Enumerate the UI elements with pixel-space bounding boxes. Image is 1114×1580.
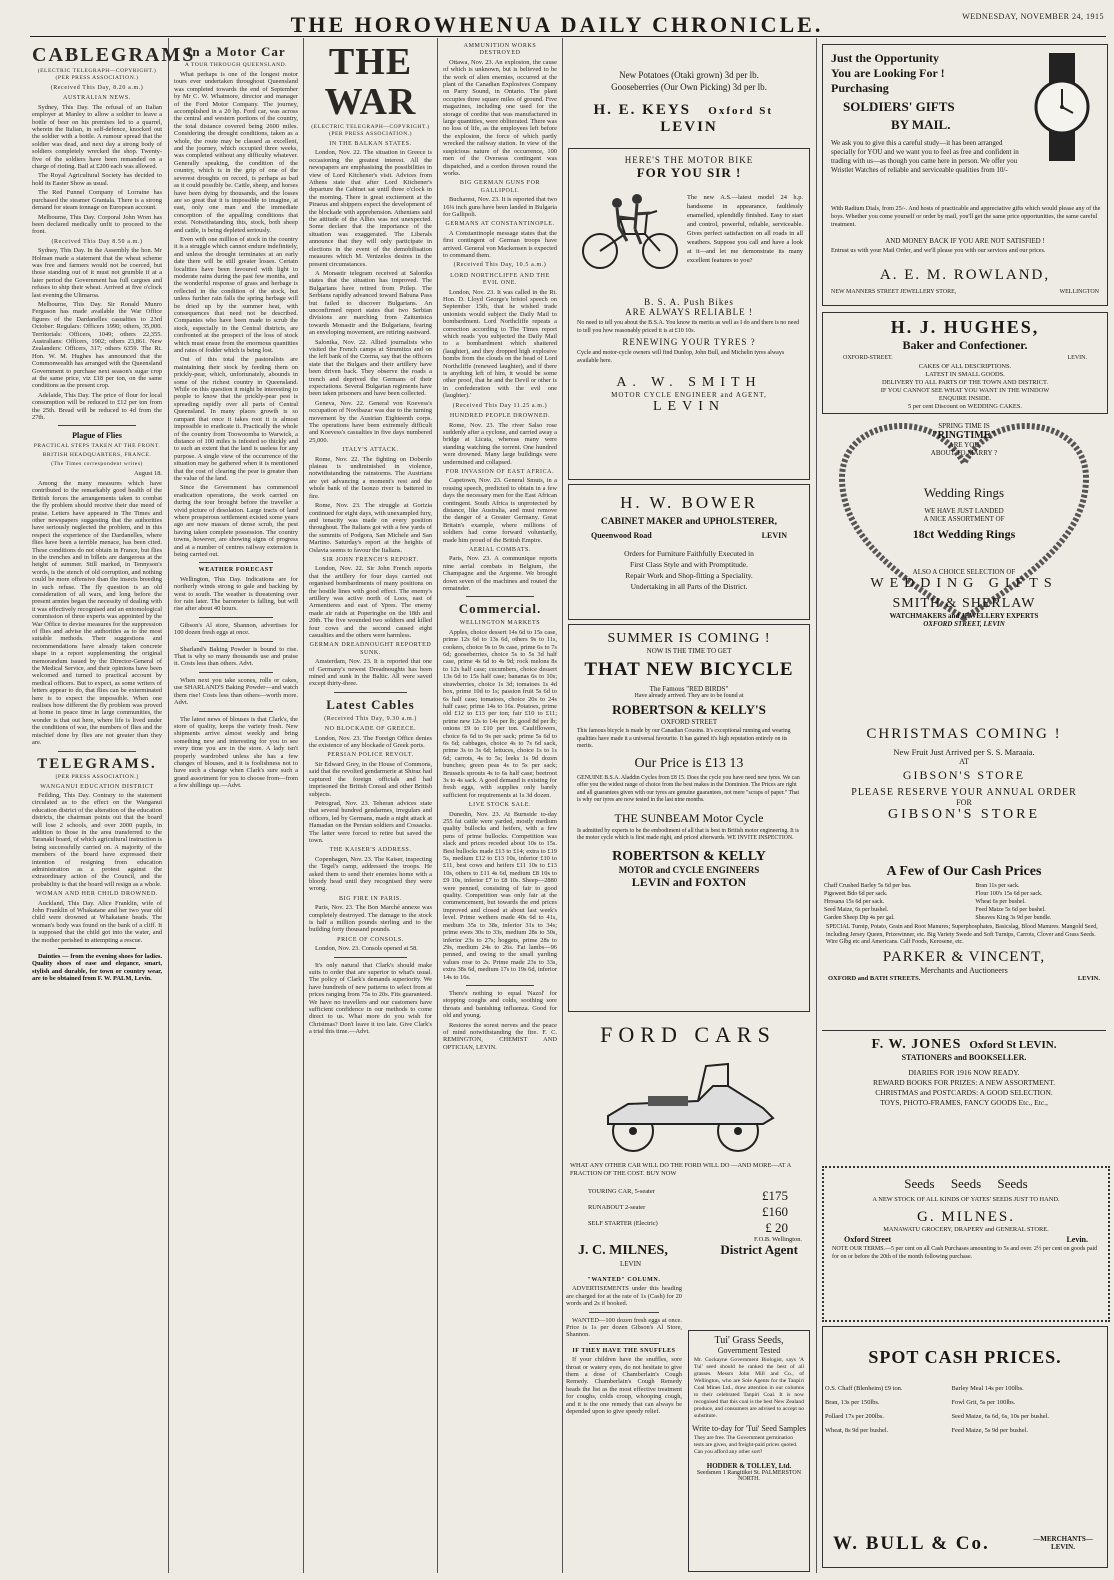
- ford-tagline: WHAT ANY OTHER CAR WILL DO THE FORD WILL DO —AND MORE—AT A FRACTION OF THE COST. BUY NOW: [570, 1162, 791, 1177]
- subheading: WOMAN AND HER CHILD DROWNED.: [36, 891, 158, 898]
- keys-name: H. E. KEYS: [593, 102, 692, 118]
- rowland-body: We ask you to give this a careful study—it has been arranged specially for YOU and we want you to feel as free and confident in trading with us—as though you came here in person. We offer you Wristlet Watches of reliable and serviceable qualities from 10/-: [831, 139, 1019, 174]
- paragraph: London, Nov. 23. Consols opened at 58.: [315, 945, 418, 953]
- jones-line: REWARD BOOKS FOR PRIZES: A NEW ASSORTMENT.: [872, 1078, 1055, 1087]
- paragraph: Wellington, This Day. Indications are for northerly winds strong to gale and backing by west to south. The weather is threatening over for rain later. The barometer is falling, but will rise after about 40 hours.: [174, 575, 298, 613]
- price-cell: Pigsweet Bdo 6d per sack.: [824, 891, 888, 897]
- ford-price: £ 20: [765, 1220, 788, 1235]
- rowland-heading: Purchasing: [831, 81, 889, 95]
- pv-town: LEVIN.: [1077, 974, 1100, 982]
- subheading: ITALY'S ATTACK.: [342, 447, 399, 454]
- jones-address: Oxford St LEVIN.: [969, 1039, 1057, 1051]
- subheading: SIR JOHN FRENCH'S REPORT.: [322, 556, 419, 563]
- column-the-war: [309, 40, 432, 1572]
- ford-model: TOURING CAR, 5-seater: [588, 1188, 655, 1195]
- hughes-line: CAKES OF ALL DESCRIPTIONS.: [918, 363, 1012, 370]
- new-bicycle-heading: THAT NEW BICYCLE: [584, 659, 794, 680]
- rk-street: OXFORD STREET: [660, 718, 718, 726]
- received-time: (Received This Day 8.50 a.m.): [51, 238, 143, 245]
- wanted-heading: "WANTED" COLUMN.: [587, 1277, 661, 1283]
- rowland-heading: SOLDIERS' GIFTS: [843, 99, 955, 114]
- rings-heading: Wedding Rings: [923, 485, 1005, 500]
- paragraph: Feilding, This Day. Contrary to the statement circulated as to the effect on the Wanganui education district of the alteration of the education districts, the chairman points out that the board will lose 2 schools, and over 2000 pupils, in addition to those in the area transferred to the Taranaki board, of which agricultural instruction is being successfully carried on. A majority of the members of the board have expressed their intention of resigning from education administration as a protest against the extraordinary action of the Council, and the probability is that the board will resign as a whole.: [32, 791, 162, 888]
- article-heading: In a Motor Car: [186, 44, 286, 59]
- article-heading: Plague of Flies: [72, 431, 122, 441]
- paragraph: Even with one million of stock in the country it is a struggle which cannot endure indefinitely, and unless the drought terminates at an early date there will be still greater losses. Certain localities have been favoured with light to moderate rains during the past few months, and the wonderful response of grass and herbage is reflected in the condition of the stock, but unless further rain falls the spring herbage will be dried up by the summer heat, with consequences that need not be described. Companies who have been made to scrub the stock, especially in the Central districts, are confronted at the prospect of the loss of stock which must ensue from the enormous quantities and rates of fodder which is being lost.: [174, 235, 298, 355]
- gibson-store: GIBSON'S STORE: [902, 768, 1026, 782]
- rowland-heading: You are Looking For !: [831, 66, 945, 80]
- subheading: BIG GERMAN GUNS FOR GALLIPOLI.: [459, 180, 541, 194]
- rings-line: WE HAVE JUST LANDED: [924, 507, 1004, 515]
- rowland-advert: [822, 44, 1108, 306]
- motor-bike-advert: [568, 148, 810, 480]
- gibson-xmas: CHRISTMAS COMING !: [866, 726, 1062, 742]
- masthead: [0, 0, 1114, 37]
- rowland-address: NEW MANNERS STREET JEWELLERY STORE,: [831, 289, 957, 295]
- rk-body: This famous bicycle is made by our Canadian Cousins. It's exceptional running and wearing qualities have made it a universal favourite. It has gained it's high reputation entirely on its merits.: [577, 728, 791, 749]
- milnes-grocery-advert: [822, 1166, 1110, 1322]
- divider: [58, 751, 136, 752]
- paragraph: Sir Edward Grey, in the House of Commons, said that the revolted gendarmerie at Shiraz had captured the foreign officials and had imprisoned the British Consul and other British subjects.: [309, 760, 432, 798]
- column-rule: [303, 38, 304, 1573]
- smith-sherlaw-address: OXFORD STREET, LEVIN: [923, 620, 1005, 628]
- paragraph: Out of this total the pastoralists are maintaining their stock by feeding them on prickly-pear, which, unfortunately, abounds in some of the richest country in Queensland. While on this question it might be interesting to people to know that the prickly-pear pest is spreading rapidly over all parts of Central Queensland. In many places growth is so rampant that once it takes root it is almost impossible to eradicate it. Practically the whole of the country from Toowoomba to Warwick, a distance of 100 miles is infested so thickly and to such an extent that the land is useless for any purpose. A single view of the occurrence of the situation may be gathered when it is mentioned that the cost of clearing the pear is greater than the value of the land.: [174, 356, 298, 482]
- advertisement: Sharland's Baking Powder is bound to rise. That is why so many thousands use and praise it. Costs less than others. Advt.: [174, 645, 298, 668]
- rowland-radium: With Radium Dials, from 25/-. And hosts of practicable and appreciative gifts which would please any of the boys. Whether you come yourself or order by mail, you'll get the same price opportunities, the same careful treatment.: [831, 205, 1101, 228]
- rings-line: SPRING TIME IS: [938, 422, 990, 430]
- spot-price-table: [823, 1382, 1107, 1438]
- hughes-line: ENQUIRE INSIDE.: [938, 395, 992, 402]
- tui-heading: Tui' Grass Seeds,: [714, 1335, 784, 1346]
- subheading: PERSIAN POLICE REVOLT.: [327, 752, 414, 759]
- gibson-for: FOR: [956, 798, 972, 807]
- paragraph: Melbourne, This Day. Corporal John Wren has been declared medically unfit to proceed to the front.: [32, 213, 162, 236]
- divider: [199, 711, 273, 712]
- column-cablegrams: [32, 40, 196, 1572]
- subheading: A TOUR THROUGH QUEENSLAND.: [184, 62, 288, 68]
- ad-heading: FOR YOU SIR !: [636, 165, 742, 180]
- ford-fob: F.O.B. Wellington.: [753, 1236, 802, 1243]
- pv-trade: Merchants and Auctioneers: [920, 965, 1008, 975]
- pv-heading: A Few of Our Cash Prices: [886, 864, 1042, 879]
- ford-heading: FORD CARS: [600, 1022, 776, 1047]
- newspaper-title: THE HOROWHENUA DAILY CHRONICLE.: [290, 12, 824, 37]
- rings-line: A NICE ASSORTMENT OF: [923, 515, 1005, 523]
- pv-price-row: [822, 882, 1106, 890]
- paragraph: A Monastir telegram received at Salonika states that the situation has improved. The Bulgarians have retired from Prilep. The Serbians rapidly advanced toward Babuna Pass but failed to discover Bulgarians. An unconfirmed report states that two Serbian divisions are marching from Zaituntsica towards Monastir and the Bulgarians, fearing an enveloping movement, are retiring eastward.: [309, 269, 432, 337]
- wanted-note: ADVERTISEMENTS under this heading are charged for at the rate of 1s (Cash) for 20 words and 2s if booked.: [566, 1285, 682, 1308]
- ford-model: SELF STARTER (Electric): [588, 1220, 658, 1227]
- divider: [589, 1343, 659, 1344]
- rings-18ct: 18ct Wedding Rings: [912, 527, 1016, 541]
- pv-name: PARKER & VINCENT,: [882, 948, 1046, 965]
- smith-name: A. W. SMITH: [616, 375, 762, 390]
- rings-ringtime: "RINGTIME": [932, 430, 996, 441]
- hughes-street: OXFORD-STREET.: [843, 355, 893, 361]
- subheading: LORD NORTHCLIFFE AND THE EVIL ONE.: [450, 272, 550, 287]
- ad-heading: HERE'S THE MOTOR BIKE: [624, 155, 754, 165]
- divider: [58, 425, 136, 426]
- spot-cash-heading: SPOT CASH PRICES.: [868, 1347, 1062, 1367]
- bsa-heading: B. S. A. Push Bikes: [644, 297, 734, 307]
- advertisement: Dainties — from the evening shoes for ladies. Quality shoes of ease and elegance, smart, stylish and durable, for town or country wear, are to be obtained from F. W. PALM, Levin.: [32, 953, 162, 983]
- pv-special: SPECIAL Turnip, Potato, Grain and Root Manures; Superphosphates, Basicslag, Blood Manures. Mangold Seed, including Jersey Queen, Prizewinner, etc. Big Variety Swede and Soft Turnips, Carrots, Clover and Grass Seeds. Wire Glbg etc and Americans. Calf Foods, Kerosene, etc.: [826, 924, 1098, 945]
- rowland-name: A. E. M. ROWLAND,: [879, 267, 1051, 283]
- latest-cables-heading: Latest Cables: [326, 696, 415, 712]
- tui-sub: Government Tested: [717, 1346, 781, 1355]
- subheading: AUSTRALIAN NEWS.: [63, 95, 131, 102]
- advertisement: It's only natural that Clark's should make suits to order that are superior to what's usual. The policy of Clark's demands superiority. We have hundreds of new patterns to select from at prices ranging from 75s to 20s. Fits guaranteed. We have no travellers and our customers have sufficient confidence in our methods to come direct to us. What more do you wish for Christmas? Don't leave it too late. Give Clark's a trial this time.—Advt.: [309, 961, 432, 1036]
- bower-line: Orders for Furniture Faithfully Executed in: [624, 549, 754, 558]
- wanted-column: [566, 1274, 682, 1572]
- price-cell: Fowl Grit, 5s per 100lbs.: [951, 1399, 1016, 1406]
- paragraph: What perhaps is one of the longest motor tours ever undertaken throughout Queensland was completed towards the end of September by Mr C. W. Whatmore, director and manager of the Ford Motor Company. The journey, accomplished in a 20 hp. Ford car, was across the central and western portions of the country, the total distance covered being 2600 miles. Considering the drought conditions, taken as a whole, the route may be classed as excellent, and the journey, which occupied three weeks, was completed without any difficulty whatever. Generally speaking, the condition of the country, which is in the grip of one of the severest droughts on record, is perhaps as bad as it could possibly be. Cattle, sheep, and horses have been dying by thousands, and the losses are so great that it is impossible to imagine, at east, only one man and the immediate conception of the appalling conditions that exist. Notwithstanding this, stock, both sheep and cattle, is being depleted seriously.: [174, 71, 298, 234]
- paragraph: Melbourne, This Day. Sir Ronald Munro Ferguson has made available the War Office figures of the Dardanelles casualties to 23rd October: Regulars: Officers 1990; others, 35,000. Territorials: Officers, 1049; others 22,355. Australians: Officers, 1902; others 23,861. New Zealanders: Officers, 317; others 6359. The Rt. Hon. W. M. Hughes has announced that the Commonwealth has arranged with the Queensland Government to purchase next season's sugar crop at the same price, viz £18 per ton, on the same conditions as the present crop.: [32, 300, 162, 390]
- keys-advert: [568, 44, 810, 136]
- weather-heading: WEATHER FORECAST: [198, 567, 274, 574]
- rk2-towns: LEVIN and FOXTON: [631, 874, 747, 889]
- copyright-note: (ELECTRIC TELEGRAPH—COPYRIGHT.) (PER PRESS ASSOCIATION.): [311, 124, 430, 137]
- parker-vincent-advert: [822, 864, 1106, 1024]
- paragraph: The Red Funnel Company of Lorraine has purchased the steamer Grantala. There is a strong demand for steam tonnage on European account.: [32, 189, 162, 212]
- divider: [58, 948, 136, 949]
- divider: [466, 985, 534, 986]
- hodder-address: Seedsmen 1 Rangitikei St. PALMERSTON NORTH.: [696, 1470, 802, 1482]
- subheading: PRACTICAL STEPS TAKEN AT THE FRONT.: [33, 443, 161, 450]
- pv-price-row: [822, 890, 1106, 898]
- bicycle-advert: [568, 624, 810, 1012]
- ford-model: RUNABOUT 2-seater: [588, 1204, 646, 1211]
- column-motor-car: [174, 40, 298, 1572]
- subheading: BIG FIRE IN PARIS.: [339, 895, 402, 902]
- gibson-at: AT: [959, 757, 969, 766]
- milnes-line: [568, 1242, 808, 1259]
- price-cell: Wheat, 8s 9d per bushel.: [825, 1427, 889, 1434]
- price-cell: O.S. Chaff (Blenheim) £9 ton.: [825, 1385, 903, 1392]
- jones-line: CHRISTMAS and POSTCARDS: A GOOD SELECTION.: [875, 1088, 1053, 1097]
- divider: [199, 617, 273, 618]
- bower-road: Queenwood Road: [591, 531, 652, 540]
- price-cell: Feed Maize, 5s 9d per bushel.: [951, 1427, 1028, 1434]
- paragraph: Salonika, Nov. 22. Allied journalists who visited the French camps at Strumitza and on the left bank of the Czerna, say that the officers state that the Bulgars and their artillery have been driven back. They observe the roads a trench and deprived the Germans of their expectations. Several Bulgarian regiments have been taken prisoners and have been collected.: [309, 338, 432, 398]
- hughes-town: LEVIN.: [1067, 355, 1087, 361]
- subheading: FOR INVASION OF EAST AFRICA.: [445, 468, 555, 475]
- price-cell: Seed Maize, 6s 6d, 6s, 10s per bushel.: [951, 1413, 1049, 1420]
- seeds-heading: Seeds Seeds Seeds: [904, 1176, 1028, 1191]
- bull-role: —MERCHANTS— LEVIN.: [1033, 1535, 1093, 1551]
- gibson-fruit: New Fruit Just Arrived per S. S. Maraaia.: [893, 747, 1035, 757]
- copyright-note: (ELECTRIC TELEGRAPH—COPYRIGHT.) (PER PRESS ASSOCIATION.): [37, 68, 157, 81]
- jones-advert: [822, 1030, 1106, 1159]
- sunbeam-heading: THE SUNBEAM Motor Cycle: [614, 810, 764, 825]
- hughes-name: H. J. HUGHES,: [890, 317, 1040, 337]
- subheading: AERIAL COMBATS.: [468, 547, 532, 553]
- milnes-town: LEVIN: [620, 1260, 641, 1268]
- keys-street: Oxford St: [708, 105, 774, 117]
- bower-town: LEVIN: [761, 531, 787, 540]
- divider: [199, 672, 273, 673]
- subheading: AMMUNITION WORKS DESTROYED: [463, 43, 537, 57]
- paragraph: London, Nov. 23. The Foreign Office denies the existence of any blockade of Greek ports.: [309, 734, 432, 750]
- hughes-line: LATEST IN SMALL GOODS.: [925, 371, 1005, 378]
- ford-price: £175: [762, 1188, 788, 1203]
- paragraph: Rome, Nov. 22. The fighting on Doberdo plateau is undiminished in violence, notwithstanding the rainstorms. The Austrians are yet advancing a moment's rest and the whole bank of the Isonzo river is battered in fire.: [309, 455, 432, 500]
- subheading: WELLINGTON MARKETS: [459, 620, 541, 627]
- seeds-note: NOTE OUR TERMS.—5 per cent on all Cash Purchases amounting to 5s and over. 2½ per cent on goods paid for on or before the 20th of the month following purchase.: [832, 1246, 1098, 1260]
- commercial-heading: Commercial.: [458, 601, 542, 617]
- rings-line: ABOUT TO MARRY ?: [930, 449, 998, 457]
- rowland-heading: Just the Opportunity: [831, 51, 940, 65]
- sunbeam-note: Is admitted by experts to be the embodiment of all that is best in British motor engineering. It is the motor cycle which is first made right, and priced afterwards. WE INVITE INSPECTION.: [577, 827, 800, 841]
- rowland-heading: BY MAIL.: [891, 117, 951, 132]
- paragraph: Amsterdam, Nov. 23. It is reported that one of Germany's newest Dreadnoughts has been mined and sunk in the Baltic. All were saved except thirty-three.: [309, 658, 432, 688]
- paragraph: Rome, Nov. 23. The struggle at Gorizia continued for eight days, with unexampled fury, and tenacity was made on every position throughout. The Italians got with a few yards of the summits of Podgora, San Michele and San Martino. Saturday's report at the heights of Oslavia seems to favour the Italians.: [309, 502, 432, 554]
- spot-price-row: [823, 1396, 1107, 1410]
- bike-description: The new A.S.—latest model 24 h.p. handsome in appearance, faultlessly enamelled, splendidly finished. Easy to start and control, powerful, reliable, serviceable. Gives perfect satisfaction on all roads in all weathers. Suppose you call and have a look at it—and let me demonstrate its many excellent features to you?: [687, 194, 803, 264]
- paragraph: Auckland, This Day. Alice Franklin, wife of John Franklin of Whakatane and her two year old child were drowned at Whakatane heads. The woman's body was found on the bank of a cliff. It is supposed that the child got into the water, and the mother perished in attempting a rescue.: [32, 899, 162, 944]
- price-cell: Garden Sheep Dip 4s per gal.: [824, 915, 895, 921]
- tyres-heading: RENEWING YOUR TYRES ?: [622, 337, 756, 347]
- bower-name: H. W. BOWER: [620, 493, 758, 512]
- spot-price-row: [823, 1424, 1107, 1438]
- subheading: GERMANS AT CONSTANTINOPLE.: [445, 221, 555, 228]
- keys-line: New Potatoes (Otaki grown) 3d per lb.: [619, 70, 759, 80]
- ford-advert: [568, 1016, 808, 1242]
- smith-sherlaw-name: SMITH & SHERLAW: [892, 596, 1036, 611]
- war-heading: THE WAR: [324, 41, 417, 123]
- bsa-note: No need to tell you about the B.S.A. You know its merits as well as I do and there is no need to tell you how reasonably priced it is at £10 10s.: [577, 320, 800, 334]
- hodder-name: HODDER & TOLLEY, Ltd.: [706, 1462, 792, 1470]
- paragraph: London, Nov. 22. The situation in Greece is occasioning the greatest interest. All the newspapers are emphasising the possibilities in view of Lord Kitchener's visit. Advices from Athens state that after Lord Kitchener's departure the Cabinet sat until three o'clock in the morning. There is great excitement at the Piraeus and shippers expect the development of the blockade with apprehension. Athenians said the attitude of the Allies was not unexpected. Some declare that the importance of the situation was exaggerated. The Liberals announce that they will only participate in elections in the event of the demobilisation measures which M. Venizelos desires in the present circumstances.: [309, 149, 432, 268]
- masthead-rule: [30, 36, 1106, 37]
- seeds-street: Oxford Street: [844, 1235, 892, 1244]
- paragraph: Ottawa, Nov. 23. An explosion, the cause of which is unknown, but is believed to be the work of alien enemies, occurred at the plant of the Canadian Explosives Company on Parry Sound, in Ontario. The plant occupies three square miles of ground. Five magazines, including one used for the storage of cordite that was manufactured in large quantities, were obliterated. There was no loss of life, as the employees left before the explosion, the force of which partly wrecked the railway station. In view of the suspicious nature of the occurrence, 100 men of the Overseas contingent was dispatched, and a cordon thrown round the works.: [443, 58, 557, 177]
- paragraph: Petrograd, Nov. 23. Teheran advices state that several hundred gendarmes, irregulars and officers, led by Germans, made a night attack at Hamadan on the Persian soldiers and Cossacks. The latter were forced to retire but saved the town.: [309, 799, 432, 844]
- price-cell: Bran 11s per sack.: [975, 883, 1020, 889]
- milnes-role: District Agent: [720, 1242, 798, 1257]
- column-rule: [437, 38, 438, 1573]
- hughes-line: IF YOU CANNOT SEE WHAT YOU WANT IN THE WINDOW: [880, 387, 1050, 394]
- paragraph: Dunedin, Nov. 23. At Burnside to-day 255 fat cattle were yarded, mostly medium quality bullocks and heifers, with a few pens of prime bullocks. Competition was slack and prices receded about 10s to 15s. Best bullocks made £13 to £14; extra to £19 5s, medium £12 to £13 10s, inferior £10 to £11, best cows and heifers £11 10s to £13 10s, others to £11 4s 6d, medium £8 10s to £9 10s, inferior £7 to £8 10s. Sheep—2880 were penned, consisting of fair to good quality. Competition was only fair at the commencement, but towards the end prices improved and closed at about last week's level. Prime wethers made 40s 6d to 41s, medium 35s to 38s, inferior 31s to 34s; prime ewes 30s to 33s, medium 28s to 30s, inferior 23s to 27s; hoggets, prime 28s to 29s, medium 24s to 26s. Fat lambs—96 penned, and owing to the small yarding values rose to 2s. Prime made 23s to 33s, extra 38s 6d, medium 17s to 19s 6d, inferior 14s to 16s.: [443, 810, 557, 981]
- divider: [589, 1312, 659, 1313]
- tui-body2: They are free. The Government germination tests are given, and freight-paid prices quoted. Can you afford any other sort?: [694, 1435, 798, 1455]
- advertisement: Restores the sorest nerves and the peace of mind notwithstanding the fire. F. C. REMINGTON, CHEMIST AND OPTICIAN, LEVIN.: [443, 1021, 557, 1051]
- divider: [199, 641, 273, 642]
- price-note: GENUINE B.S.A. Aladdin Cycles from £8 15. Does the cycle you have need new tyres. We can offer you the widest range of choice from the best makes in the Dominion. The Prices are right and all guarantees given with our tyres are genuine guarantees, not mere "scraps of paper." That is why our tyres are now tested in the last nine months.: [577, 774, 800, 803]
- gibson-reserve: PLEASE RESERVE YOUR ANNUAL ORDER: [851, 787, 1077, 798]
- snuffles-body: If your children have the snuffles, sore throat or watery eyes, do not hesitate to give them a dose of Chamberlain's Cough Remedy. Chamberlain's Cough Remedy heads the list as the most effective treatment for coughs, colds croup, whooping cough, and it is the one remedy that can always be depended upon to give speedy relief.: [566, 1356, 682, 1416]
- wedding-rings-advert: [822, 418, 1106, 716]
- jones-line: TOYS, PHOTO-FRAMES, FANCY GOODS Etc., Etc.,: [880, 1098, 1048, 1107]
- snuffles-heading: IF THEY HAVE THE SNUFFLES: [572, 1347, 676, 1354]
- gibson-advert: [822, 724, 1106, 858]
- tui-body: Mr. Cockayne Government Biologist, says 'A Tui' seed should be ranked the best of all grasses. Messrs John Mill and Co., of Wellington, who are Sole Agents for the Tanpiri Coal Mines Ltd., draw attention in our columns to their celebrated Tanpiri Coal. It is now recognised that this coal is the best New Zealand produce, and consumers are advised to accept no substitute.: [694, 1357, 804, 1419]
- paragraph: Sydney, This Day. In the Assembly the hon. Mr Holman made a statement that the wheat scheme was free and farmers would not be coerced, but those standing out of it must not grumble if at a later period the Government has full cargoes and refuses to ship their wheat. Arrived at five o'clock last evening the Ulimaroa.: [32, 247, 162, 299]
- divider: [334, 957, 408, 958]
- subheading: PRICE OF CONSOLS.: [337, 936, 404, 943]
- received-time: (Received This Day, 8.20 a.m.): [50, 85, 144, 91]
- price-cell: Pollard 17s per 200lbs.: [825, 1413, 884, 1420]
- bower-advert: [568, 484, 810, 620]
- price-cell: Chaff Crushed Barley 5s 6d per bus.: [824, 883, 912, 889]
- tui-write: Write to-day for 'Tui' Seed Samples: [691, 1424, 807, 1433]
- rowland-entrust: Entrust us with your Mail Order, and we'll please you with our services and our prices.: [831, 247, 1046, 254]
- paragraph: Bucharest, Nov. 23. It is reported that two 16¼ inch guns have been landed in Bulgaria for Gallipoli.: [443, 196, 557, 218]
- received-time: (Received This Day 11.25 a.m.): [452, 402, 548, 409]
- pv-price-row: [822, 898, 1106, 906]
- paragraph: Among the many measures which have contributed to the remarkably good health of the British forces the arrangements taken to combat the fly problem should receive their due meed of praise. Letters have appeared in The Times and other newspapers suggesting that the authorities have seriously neglected the problem, and in this respect the experience of the Dardanelles, where flies have been a terrible menace, has been cited. These conditions do not obtain in France, but flies in the trenches and in billets are dangerous at the height of summer. Still marked, in Tennyson's words, is the stench of old corruption, and nothing could be more offensive than the insects breeding in such refuse. The fly question is an old consideration of all wars, and long before the present armies began the necessity of dealing with it was effectively recognised and an entomological commission of three experts was appointed by the War Office to devise measures for the suppression of flies and advise the authorities as to the most suitable methods. Their suggestions and recommendations have already taken concrete shape in a report supplementing the original memorandum issued by the Director-General of the Medical Service, and their opinions have been welcomed and turned to practical account by medical officers. But to expect, as some writers of letters appear to do, that flies can be exterminated here is to expect the impossible. When one realises how different the fly problem was proved at home in peace time in large communities, the wonder is that out here, where life is lived under the conditions of war, the numbers of flies and the mischief done by flies are not greater than they are.: [32, 479, 162, 747]
- received-time: (Received This Day, 10.5 a.m.): [453, 262, 547, 269]
- price-heading: Our Price is £13 13: [634, 755, 744, 771]
- pv-price-row: [822, 906, 1106, 914]
- hughes-trade: Baker and Confectioner.: [902, 338, 1028, 352]
- rowland-town: WELLINGTON: [1059, 289, 1099, 295]
- rk2-name: ROBERTSON & KELLY: [612, 848, 766, 864]
- paragraph: Adelaide, This Day. The price of flour for local consumption will be reduced to £12 per ton from the 25th. Bread will be reduced to 4d from the 27th.: [32, 391, 162, 422]
- price-cell: Feed Maize 5s 6d per bushel.: [975, 907, 1046, 913]
- divider: [466, 596, 534, 597]
- price-cell: Barley Meal 14s per 100lbs.: [951, 1385, 1024, 1392]
- subheading: NO BLOCKADE OF GREECE.: [324, 726, 417, 733]
- subheading: WANGANUI EDUCATION DISTRICT: [40, 783, 154, 790]
- wanted-ad: WANTED—100 dozen fresh eggs at once. Price is 1s per dozen Gibson's Al Store, Shannon.: [566, 1316, 682, 1339]
- spot-price-row: [823, 1410, 1107, 1424]
- received-time: (Received This Day, 9.30 a.m.): [324, 715, 417, 722]
- column-rule: [562, 38, 563, 1573]
- summer-heading: SUMMER IS COMING !: [607, 631, 771, 646]
- seeds-sub: A NEW STOCK OF ALL KINDS OF YATES' SEEDS JUST TO HAND.: [872, 1196, 1060, 1203]
- rk-name: ROBERTSON & KELLY'S: [612, 702, 766, 717]
- subheading: BRITISH HEADQUARTERS, FRANCE.: [42, 452, 152, 459]
- seeds-town: Levin.: [1066, 1235, 1088, 1244]
- jones-line: DIARIES FOR 1916 NOW READY.: [908, 1068, 1020, 1077]
- paragraph: Geneva, Nov. 22. General von Koevess's occupation of Novibazar was due to the turning movement by the Austrian Eighteenth corps. The operations have been extremely difficult and Koevess's casualties in five days numbered 25,000.: [309, 399, 432, 444]
- spot-price-row: [823, 1382, 1107, 1396]
- hughes-advert: [822, 312, 1108, 414]
- advertisement: The latest news of blouses is that Clark's, the store of quality, keeps the variety fresh. New shipments arrive almost weekly and bring something new and interesting for you to see every time you are in the store. A lady isn't properly wardrobed unless she has a few changes of blouses, and it is foolishness not to have such a change when Clark's sure such a grand assortment for you to choose from—from a few shillings up.—Advt.: [174, 715, 298, 790]
- bower-line: Repair Work and Shop-fitting a Speciality.: [625, 571, 753, 580]
- cablegrams-heading: CABLEGRAMS: [32, 44, 196, 66]
- paragraph: The Royal Agricultural Society has decided to hold its Easter Show as usual.: [32, 172, 162, 187]
- pv-price-row: [822, 914, 1106, 922]
- bull-name: W. BULL & Co.: [833, 1533, 990, 1554]
- advertisement: There's nothing to equal 'Nazol' for stopping coughs and colds, soothing sore throats and banishing influenza. Good for old and young.: [443, 989, 557, 1020]
- rings-gifts: WEDDING GIFTS: [870, 576, 1058, 591]
- dateline: August 18.: [133, 470, 162, 478]
- rowland-money-back: AND MONEY BACK IF YOU ARE NOT SATISFIED !: [885, 237, 1045, 245]
- jones-trade: STATIONERS and BOOKSELLER.: [901, 1053, 1027, 1062]
- wristwatch-illustration: [1029, 53, 1099, 163]
- subheading: LIVE STOCK SALE.: [468, 802, 532, 809]
- bower-line: Undertaking in all Parts of the District.: [630, 582, 748, 591]
- arrived-note: Have already arrived. They are to be found at: [634, 693, 744, 699]
- ford-price: £160: [762, 1204, 788, 1219]
- bower-line: First Class Style and with Promptitude.: [630, 560, 748, 569]
- advertisement: Gibson's Al store, Shannon, advertises for 100 dozen fresh eggs at once.: [174, 621, 298, 637]
- pv-price-table: [822, 882, 1106, 922]
- smith-trade: MOTOR CYCLE ENGINEER and AGENT,: [611, 391, 767, 399]
- price-cell: Hrosana 15s 6d per sack.: [824, 899, 885, 905]
- hughes-line: 5 per cent Discount on WEDDING CAKES.: [907, 403, 1022, 410]
- ford-car-illustration: [588, 1056, 788, 1156]
- seeds-name: G. MILNES.: [917, 1209, 1015, 1225]
- milnes-name: J. C. MILNES,: [578, 1243, 668, 1258]
- price-cell: Seed Maize, 6s per bushel.: [824, 907, 889, 913]
- price-cell: Wheat 6s per bushel.: [975, 899, 1026, 905]
- telegrams-heading: TELEGRAMS.: [37, 755, 157, 772]
- paragraph: Apples, choice dessert 14s 6d to 15s case, prime 12s 6d to 13s 6d, others 9s to 11s, cookers, choice 9s to 9s case, prime 6s to 7s 6d; gooseberries, choice 5s to 5s 3d half case, prime 4s 6d to 4s 9d; rock melons 8s to 12s half case; cucumbers, choice dessert 13s 6d to 15s half case; bananas 6s to 10s; strawberries, choice 1s 3d; tomatoes 1s 4d box, prime 10d to 1s; passion fruit 5s 6d to 6s half case; tomatoes, choice 20s to 24s half case; prime 14s to 16s. Potatoes, prime old £12 to £13 per ton; fair £10 to £11; prime new 12s to 14s per lb; good 8d per lb; onions £9 to £10 per ton. Cauliflowers, choice 6s 6d to 9s per sack; prime 5s 6d to 6s 6d; cabbages, choice 4s to 7s 6d sack, prime 3s to 3s 6d; lettuces, choice 1s to 1s 6d; carrots, 4s to 5s; leeks 1s 9d dozen bunches; green peas 4s to 5s per sack; Brussels sprouts 4s to 6s half case; beetroot 3s to 4s sack. A good demand is existing for fresh eggs, with supplies only barely sufficient for requirements at 1s 3d dozen.: [443, 628, 557, 799]
- rk2-trade: MOTOR and CYCLE ENGINEERS: [618, 864, 760, 875]
- paragraph: Sydney, This Day. The refusal of an Italian employer at Manley to allow a soldier to leave a bottle of beer on his premises led to a quarrel, wherein the Italian, in self-defence, knocked out the soldier with a bottle. A rumour spread that the soldier was dead, and next day a strong body of soldiers completely wrecked the shop. Twenty-five of the soldiers have been remanded on a charge of rioting. Bail at £200 each was allowed.: [32, 103, 162, 171]
- motorbike-illustration: [575, 189, 685, 274]
- paragraph: Capetown, Nov. 23. General Smuts, in a rousing speech, predicted to obtain in a few days the necessary men for the East African contingent. South Africa is unprotected by distance, like Australia, and must remove the danger of a Greater Germany. Great Britain's example, where millions of soldiers had come forward voluntarily, made him proud of the British Empire.: [443, 477, 557, 544]
- tui-seeds-advert: [688, 1330, 810, 1572]
- paragraph: Rome, Nov. 23. The river Salso rose suddenly after a cyclone, and carried away a bridge at Licata, whereas many were standing watching the torrent. One hundred were drowned. Many large buildings were undermined and collapsed.: [443, 421, 557, 466]
- column-rule: [816, 38, 817, 1573]
- rings-line: ALSO A CHOICE SELECTION OF: [912, 568, 1016, 576]
- seeds-trade: MANAWATU GROCERY, DRAPERY and GENERAL STORE.: [883, 1226, 1049, 1233]
- bull-advert: [822, 1326, 1108, 1568]
- tyres-note: Cycle and motor-cycle owners will find Dunlop, John Bull, and Michelin tyres always available here.: [577, 350, 785, 364]
- paragraph: Paris, Nov. 23. A communique reports nine aerial combats in Belgium, the Champagne and the Argonne. We brought down seven of the machines and routed the remainder.: [443, 555, 557, 593]
- issue-date: WEDNESDAY, NOVEMBER 24, 1915: [962, 12, 1104, 21]
- column-rule: [168, 38, 169, 1573]
- keys-line: Gooseberries (Our Own Picking) 3d per lb.: [611, 82, 767, 92]
- divider: [199, 562, 273, 563]
- note: (The Times correspondent writes): [51, 461, 143, 468]
- note: [PER PRESS ASSOCIATION.]: [55, 773, 139, 780]
- paragraph: A Constantinople message states that the first contingent of German troops have arrived. General von Mackensen is expected to command them.: [443, 229, 557, 259]
- advertisement: When next you take scones, rolls or cakes, use SHARLAND'S Baking Powder—and watch them rise! Costs less than others—worth more. Advt.: [174, 676, 298, 707]
- divider: [334, 692, 408, 693]
- rings-line: ARE YOU: [948, 441, 980, 449]
- price-cell: Flour 100's 15s 6d per sack.: [975, 891, 1043, 897]
- bsa-subheading: ARE ALWAYS RELIABLE !: [625, 307, 753, 317]
- gibson-store: GIBSON'S STORE: [887, 807, 1040, 822]
- paragraph: London, Nov. 23. It was called in the Rt. Hon. D. Lloyd George's bristol speech on September 15th, that he wished trade unionists would subject the Daily Mail to bombardment. Lord Northcliffe repeats a correction according to The Times report which reads 'you subjected the Daily Mail to a bombardment which shattered (laughter), and they dropped high explosive bombs from the clouds on the head of Lord Northcliffe (renewed laughter), and if there is anything left of him, it would be some other proof, that he and the Devil or other is in confederation with the evil one (laughter).': [443, 288, 557, 400]
- smith-sherlaw-trade: WATCHMAKERS and JEWELLERY EXPERTS: [889, 612, 1039, 620]
- subheading: HUNDRED PEOPLE DROWNED.: [449, 413, 551, 420]
- red-birds: The Famous "RED BIRDS": [649, 685, 729, 693]
- subheading: GERMAN DREADNOUGHT REPORTED SUNK.: [309, 642, 432, 656]
- subheading: THE KAISER'S ADDRESS.: [329, 847, 412, 854]
- smith-town: LEVIN: [653, 399, 725, 414]
- pv-streets: OXFORD and BATH STREETS.: [828, 974, 921, 982]
- column-news-commercial: [443, 40, 557, 1572]
- keys-town: LEVIN: [660, 119, 718, 135]
- paragraph: Copenhagen, Nov. 23. The Kaiser, inspecting the Tegel's camp, addressed the troops. He asked them to send their enemies home with a bloody head until they recognised they were wrong.: [309, 855, 432, 893]
- jones-name: F. W. JONES: [871, 1037, 962, 1052]
- paragraph: Since the Government has commenced eradication operations, the work carried on during the tour brought before the traveller a vivid picture of desolation. Large tracts of land where prosperous settlement existed some years ago are now masses of dense scrub, the pest having taken complete possession. The country towns, however, are showing signs of progress and at a number of centres railway extension is being carried out.: [174, 484, 298, 558]
- bower-trade: CABINET MAKER and UPHOLSTERER,: [600, 517, 778, 527]
- price-cell: Bran, 13s per 150lbs.: [825, 1399, 880, 1406]
- price-cell: Sheaves King 3s 9d per bundle.: [975, 915, 1052, 921]
- summer-sub: NOW IS THE TIME TO GET: [646, 647, 732, 655]
- paragraph: London, Nov. 22. Sir John French reports that the artillery for four days carried out organised bombardments of many positions on the hostile lines with good effect. The enemy's artillery was active north of Loos, east of Armentieres and east of Ypres. The enemy made air raids at Poperinghe on the 18th and 20th. The five wounded two soldiers and killed four cows and the second caused eight casualties and the others were harmless.: [309, 565, 432, 639]
- subheading: IN THE BALKAN STATES.: [329, 141, 412, 147]
- paragraph: Paris, Nov. 23. The Bon Marché annexe was completely destroyed. The damage to the stock is half a million pounds sterling and to the building forty thousand pounds.: [309, 904, 432, 934]
- hughes-line: DELIVERY TO ALL PARTS OF THE TOWN AND DISTRICT.: [882, 379, 1048, 386]
